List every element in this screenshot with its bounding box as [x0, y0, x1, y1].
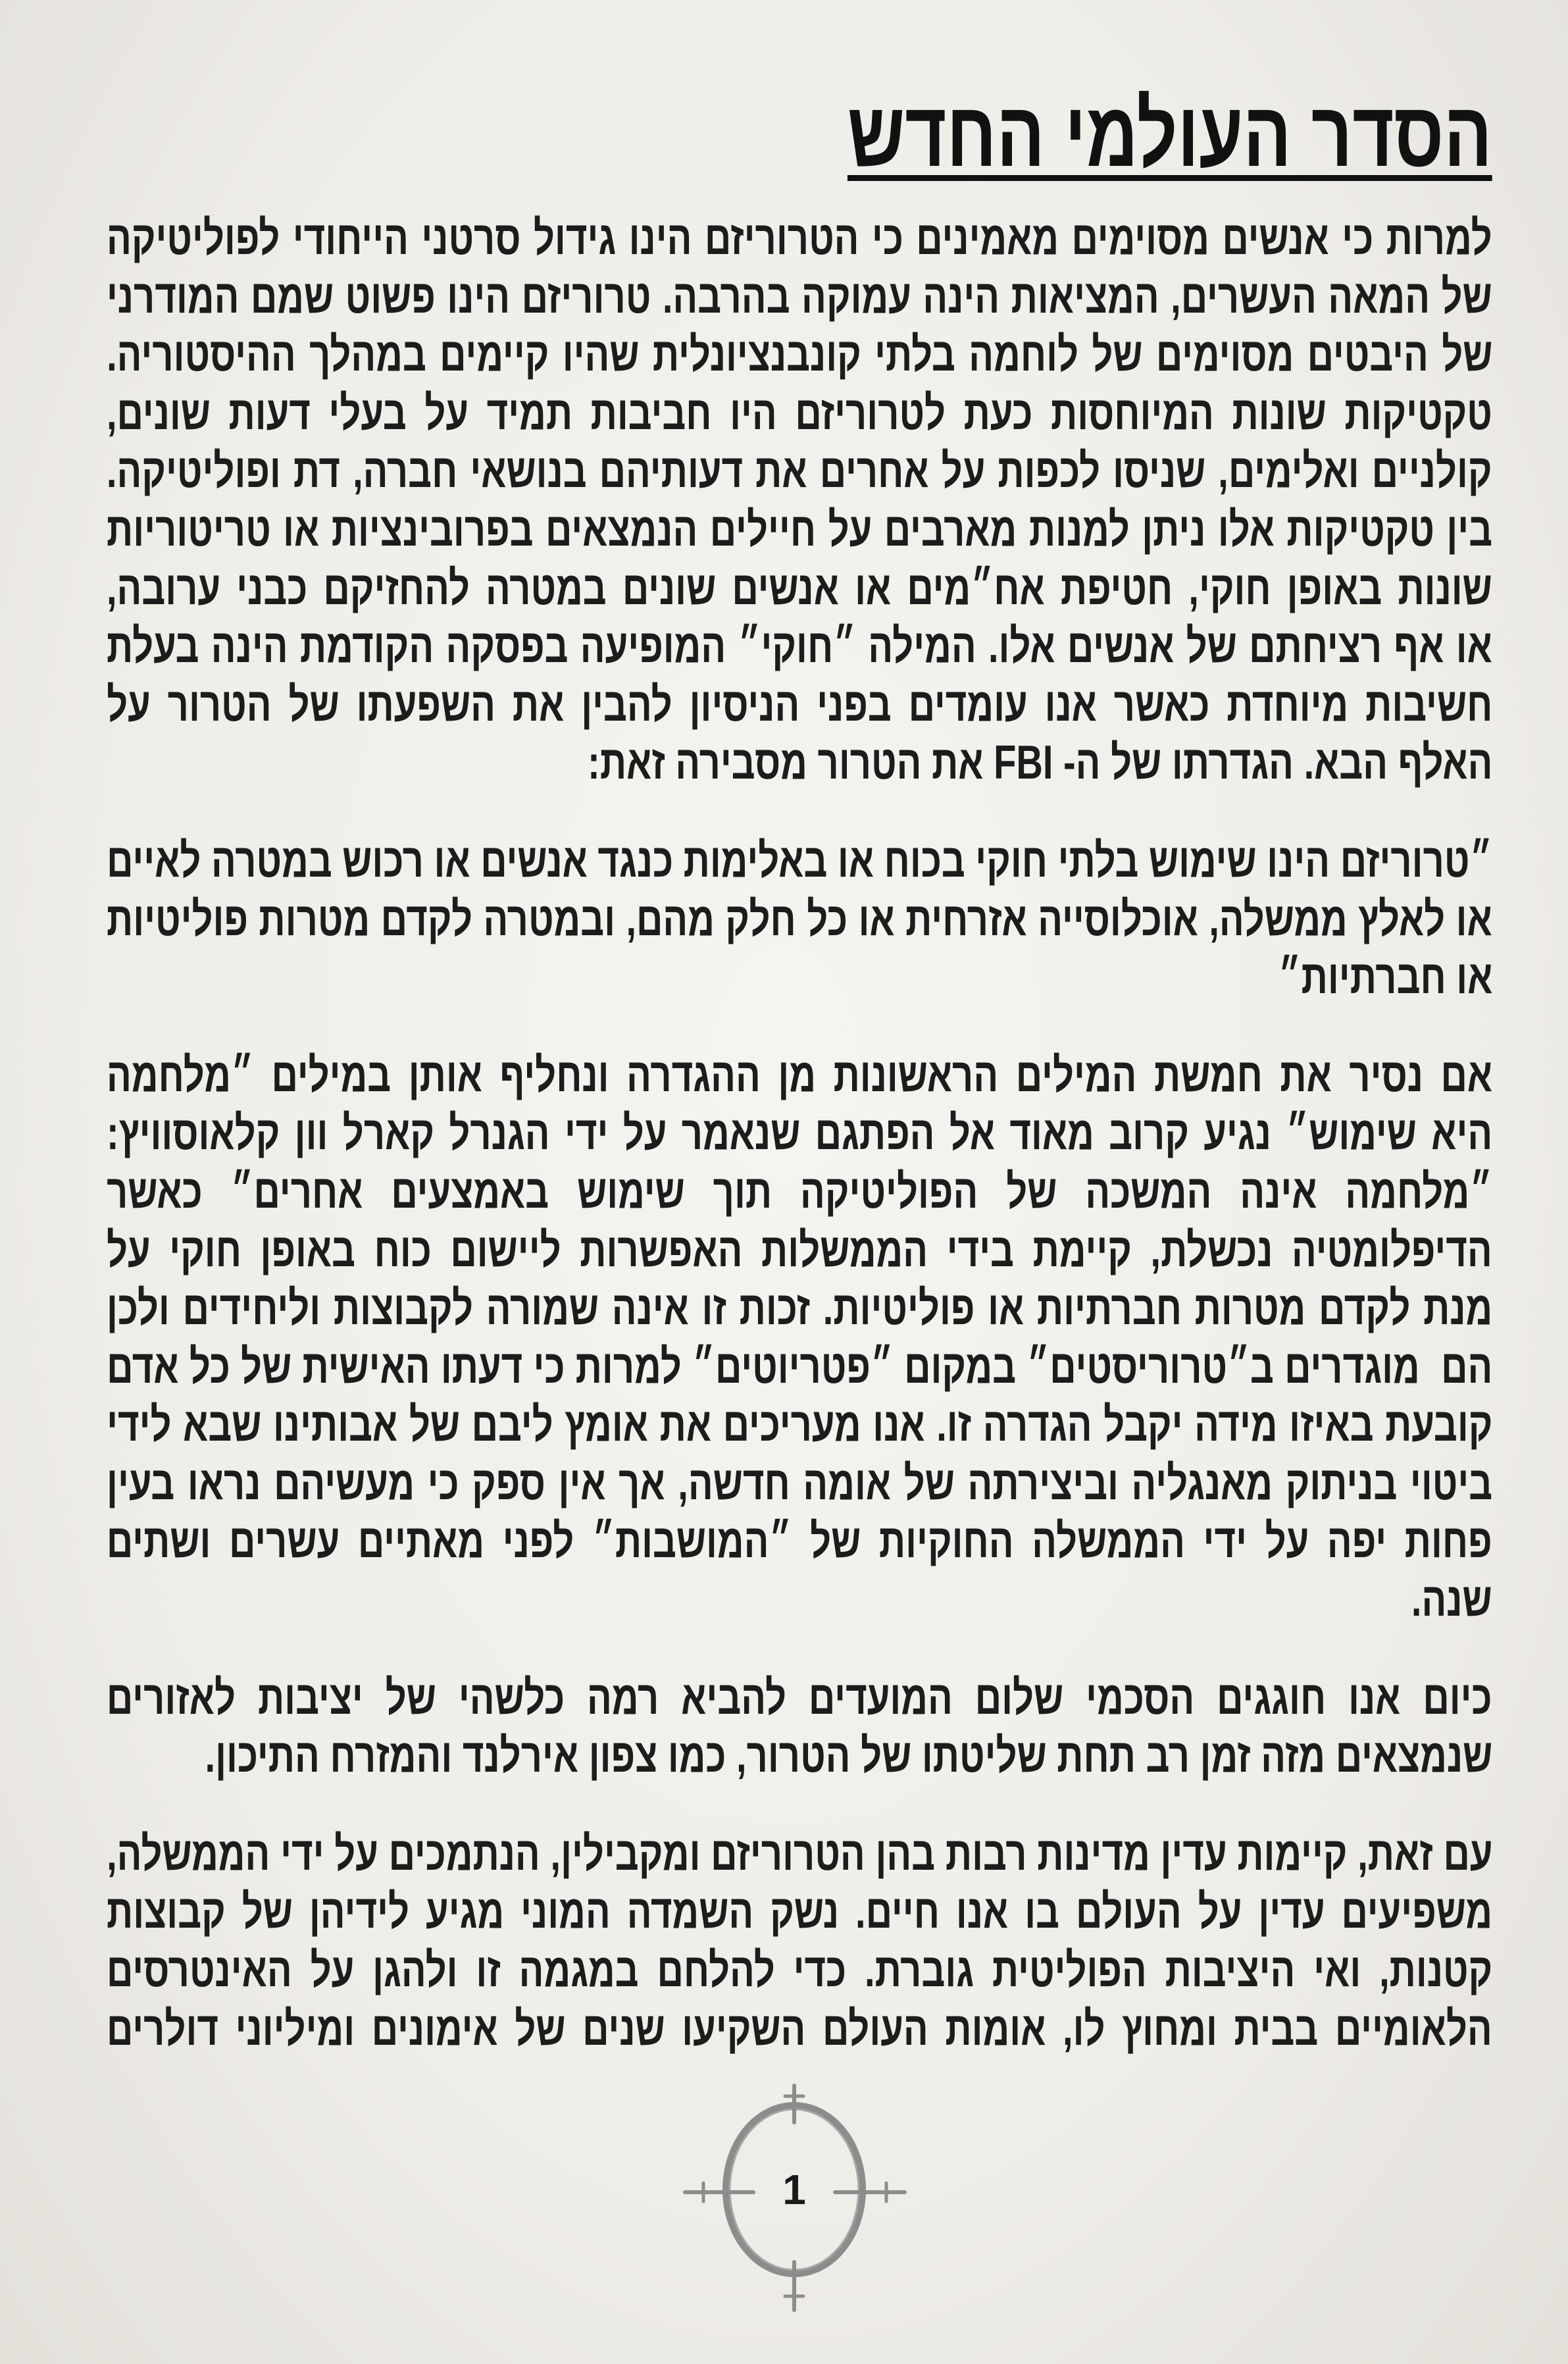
- text-line-text: היא שימוש״ נגיע קרוב מאוד אל הפתגם שנאמר על ידי הגנרל קארל וון קלאוסוויץ:: [106, 1107, 1492, 1160]
- text-line: [105, 2000, 1492, 2059]
- text-line-text: טקטיקות שונות המיוחסות כעת לטרוריזם היו חביבות תמיד על בעלי דעות שונים,: [107, 386, 1492, 440]
- text-line-text: פחות יפה על ידי הממשלה החוקיות של ״המושבות״ לפני מאתיים עשרים ושתים: [107, 1515, 1492, 1568]
- text-line-text: כיום אנו חוגגים הסכמי שלום המועדים להביא רמה כלשהי של יציבות לאזורים: [107, 1671, 1492, 1724]
- text-line: [105, 1163, 1492, 1221]
- text-line-text: הדיפלומטיה נכשלת, קיימת בידי הממשלות האפשרות ליישום כוח באופן חוקי על: [107, 1223, 1492, 1277]
- text-line: [105, 1221, 1492, 1280]
- text-line-text: חשיבות מיוחדת כאשר אנו עומדים בפני הניסיון להבין את השפעתו של הטרור על: [106, 678, 1492, 731]
- text-line: [105, 1454, 1492, 1513]
- text-line-text: ״טרוריזם הינו שימוש בלתי חוקי בכוח או באלימות כנגד אנשים או רכוש במטרה לאיים: [106, 834, 1492, 887]
- text-line: [105, 559, 1492, 618]
- text-line: [105, 832, 1492, 890]
- text-line-text: קולניים ואלימים, שניסו לכפות על אחרים את דעותיהם בנושאי חברה, דת ופוליטיקה.: [107, 445, 1492, 498]
- text-line: [105, 734, 1492, 792]
- text-line-text: הלאומיים בבית ומחוץ לו, אומות העולם השקיעו שנים של אימונים ומיליוני דולרים: [107, 2002, 1492, 2055]
- text-line: [105, 1571, 1492, 1630]
- text-line-text: ״מלחמה אינה המשכה של הפוליטיקה תוך שימוש באמצעים אחרים״ כאשר: [106, 1165, 1492, 1218]
- text-line: [105, 1512, 1492, 1571]
- text-line-text: שנה.: [1411, 1574, 1492, 1627]
- text-line: [105, 1883, 1492, 1941]
- definition-quote: [105, 832, 1492, 1007]
- text-line-text: עם זאת, קיימות עדין מדינות רבות בהן הטרוריזם ומקבילין, הנתמכים על ידי הממשלה,: [106, 1827, 1492, 1880]
- paragraph: [105, 1046, 1492, 1630]
- text-line: [105, 501, 1492, 559]
- text-line: [105, 326, 1492, 384]
- text-line: [105, 617, 1492, 676]
- text-line: [105, 1669, 1492, 1728]
- text-line-text: שונות באופן חוקי, חטיפת אח״מים או אנשים שונים במטרה להחזיקם כבני ערובה,: [107, 561, 1492, 615]
- text-line: [105, 268, 1492, 326]
- text-line-text: אם נסיר את חמשת המילים הראשונות מן ההגדרה ונחליף אותן במילים ״מלחמה: [106, 1048, 1492, 1102]
- text-line-text: למרות כי אנשים מסוימים מאמינים כי הטרוריזם הינו גידול סרטני הייחודי לפוליטיקה: [107, 212, 1492, 265]
- text-line-text: של המאה העשרים, המציאות הינה עמוקה בהרבה. טרוריזם הינו פשוט שמם המודרני: [107, 270, 1492, 323]
- text-line: [105, 1727, 1492, 1786]
- text-line: [105, 442, 1492, 501]
- text-line-text: קובעת באיזו מידה יקבל הגדרה זו. אנו מעריכים את אומץ ליבם של אבותינו שבא לידי: [106, 1399, 1492, 1452]
- text-line-text: שנמצאים מזה זמן רב תחת שליטתו של הטרור, כמו צפון אירלנד והמזרח התיכון.: [205, 1730, 1492, 1783]
- text-line-text: של היבטים מסוימים של לוחמה בלתי קונבנציונלית שהיו קיימים במהלך ההיסטוריה.: [106, 328, 1492, 382]
- text-line: [105, 1046, 1492, 1105]
- text-line-text: או אף רציחתם של אנשים אלו. המילה ״חוקי״ המופיעה בפסקה הקודמת הינה בעלת: [107, 620, 1492, 673]
- text-line-text: או לאלץ ממשלה, אוכלוסייה אזרחית או כל חלק מהם, ובמטרה לקדם מטרות פוליטיות: [107, 892, 1492, 946]
- page-title: הסדר העולמי החדש: [847, 82, 1492, 186]
- text-line: [105, 1279, 1492, 1338]
- paragraph: [105, 1669, 1492, 1786]
- paragraph: [105, 209, 1492, 792]
- text-line-text: משפיעים עדין על העולם בו אנו חיים. נשק השמדה המוני מגיע לידיהן של קבוצות: [106, 1886, 1492, 1939]
- text-line: [105, 676, 1492, 734]
- text-line-text: בין טקטיקות אלו ניתן למנות מארבים על חיילים הנמצאים בפרובינציות או טריטוריות: [106, 503, 1492, 556]
- text-line: [105, 384, 1492, 443]
- body-text: [105, 209, 1492, 2058]
- text-line-text: קטנות, ואי היציבות הפוליטית גוברת. כדי להלחם במגמה זו ולהגן על האינטרסים: [106, 1944, 1492, 1997]
- page-number: 1: [782, 2166, 806, 2213]
- text-line-text: ביטוי בניתוק מאנגליה וביצירתה של אומה חדשה, אך אין ספק כי מעשיהם נראו בעין: [106, 1456, 1492, 1510]
- text-line: [105, 1396, 1492, 1454]
- text-line-text: האלף הבא. הגדרתו של ה- FBI את הטרור מסבירה זאת:: [587, 736, 1492, 790]
- text-line: [105, 1825, 1492, 1884]
- text-line: [105, 890, 1492, 949]
- text-line-text: או חברתיות״: [1278, 951, 1492, 1004]
- text-line-text: מנת לקדם מטרות חברתיות או פוליטיות. זכות זו אינה שמורה לקבוצות וליחידים ולכן: [106, 1282, 1492, 1335]
- text-line: [105, 1104, 1492, 1163]
- text-line: [105, 1941, 1492, 2000]
- text-line: [105, 209, 1492, 268]
- paragraph: [105, 1825, 1492, 2058]
- text-line-text: הם מוגדרים ב״טרוריסטים״ במקום ״פטריוטים״ למרות כי דעתו האישית של כל אדם: [106, 1340, 1492, 1393]
- text-line: [105, 1338, 1492, 1397]
- text-line: [105, 948, 1492, 1007]
